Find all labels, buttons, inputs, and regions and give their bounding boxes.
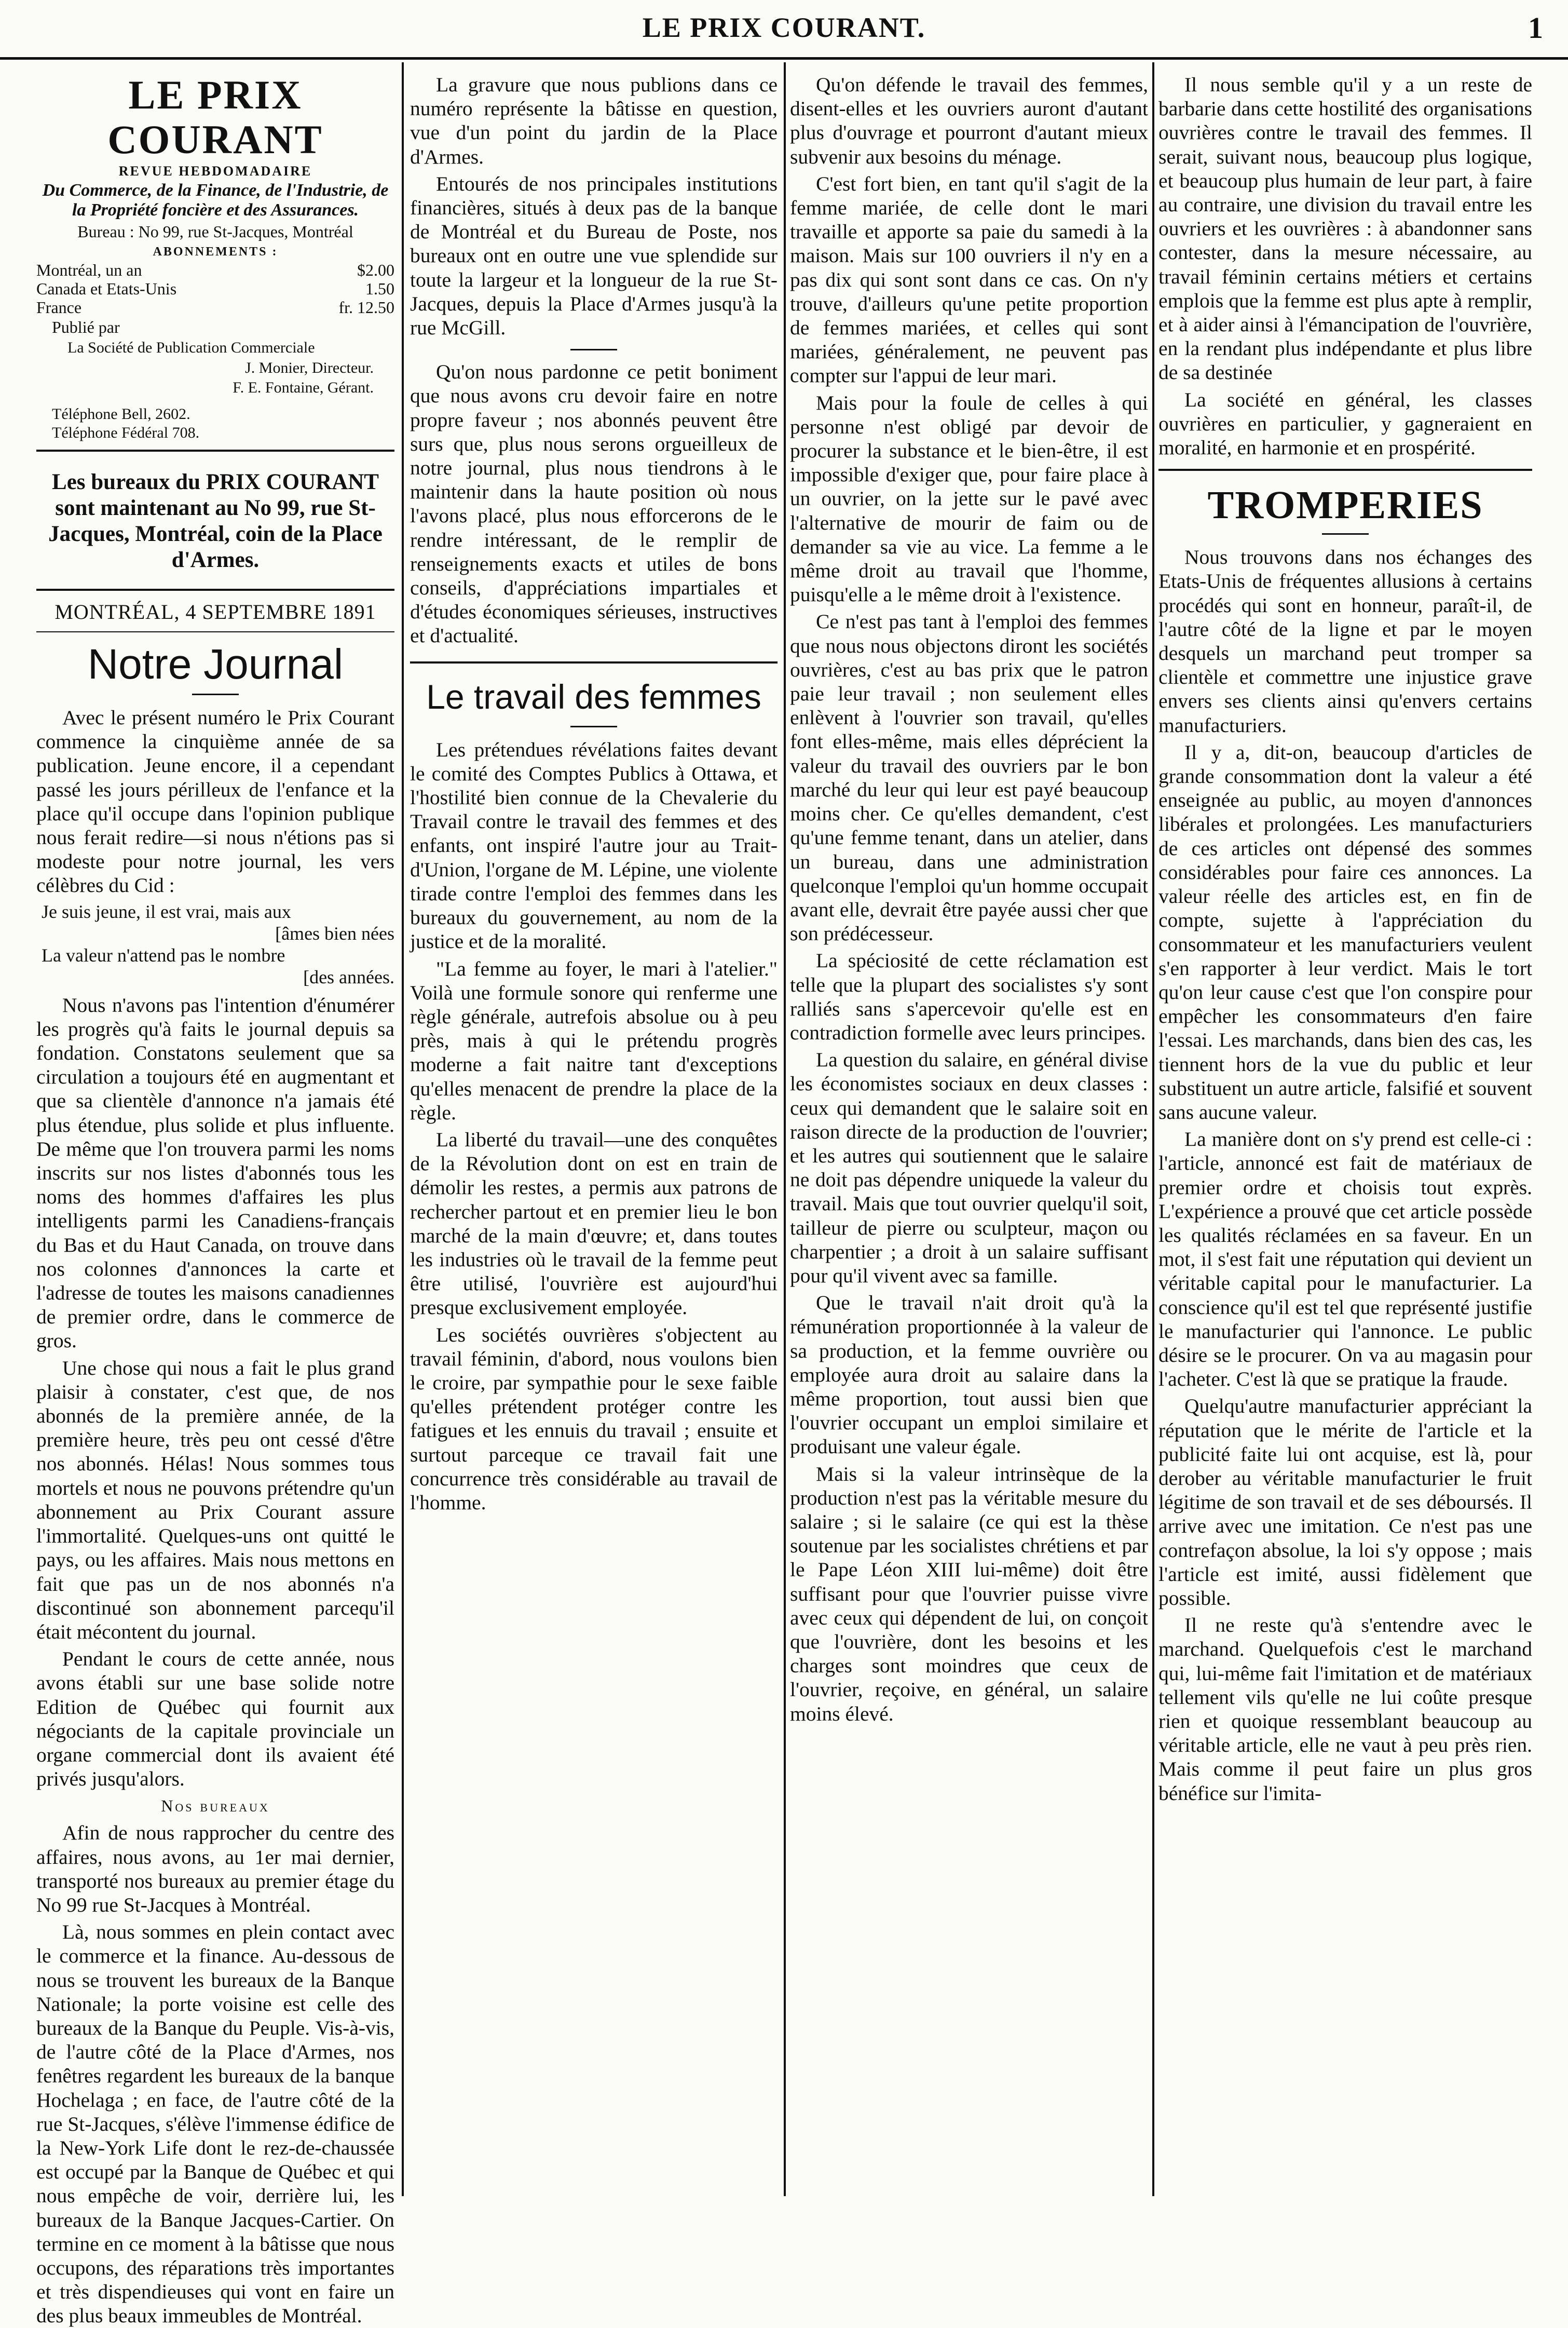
column-2 [410, 73, 778, 2196]
column-3 [790, 73, 1148, 2196]
paragraph: Il ne reste qu'à s'entendre avec le marchand. Quelquefois c'est le marchand qui, lui-même fait l'imitation et de matériaux tellement vils qu'elle ne lui coûte presque rien et quoique ressemblant beaucoup au véritable article, elle ne vaut à peu près rien. Mais comme il peut faire un plus gros bénéfice sur l'imita- [1158, 1614, 1532, 1805]
article-title: TROMPERIES [1207, 483, 1483, 527]
verse [42, 901, 394, 988]
paragraph: Qu'on défende le travail des femmes, disent-elles et les ouvriers auront d'autant plus d'ouvrage et pourront d'autant mieux subvenir aux besoins du ménage. [790, 73, 1148, 168]
masthead-title: LE PRIX COURANT [107, 72, 323, 162]
price-row [36, 298, 394, 317]
masthead-address: Bureau : No 99, rue St-Jacques, Montréal [77, 222, 353, 241]
price-place: France [36, 298, 82, 317]
column-rule [402, 62, 404, 2196]
paragraph: La gravure que nous publions dans ce numéro représente la bâtisse en question, vue d'un point du jardin de la Place d'Armes. [410, 73, 778, 168]
publisher-society: La Société de Publication Commerciale [67, 339, 315, 356]
page-number: 1 [1528, 11, 1543, 45]
paragraph: Afin de nous rapprocher du centre des affaires, nous avons, au 1er mai dernier, transporté nos bureaux au premier étage du No 99 rue St-Jacques à Montréal. [36, 1821, 394, 1916]
price-place: Montréal, un an [36, 261, 142, 279]
article-title: Notre Journal [87, 641, 344, 688]
price-row [36, 279, 394, 298]
price-value: fr. 12.50 [338, 298, 394, 317]
paragraph: Qu'on nous pardonne ce petit boniment que nous avons cru devoir faire en notre propre faveur ; nos abonnés peuvent être surs que, plus nous serons orgueilleux de notre journal, plus nous tiendrons à le maintenir dans la haute position où nous l'avons placé, plus nous efforcerons de le rendre intéressant, de le remplir de renseignements exacts et utiles de bons conseils, d'appréciations impartiales et d'études économiques sérieuses, instructives et d'actualité. [410, 360, 778, 647]
ornament-divider [570, 726, 617, 727]
divider [36, 589, 394, 591]
paragraph: La question du salaire, en général divise les économistes sociaux en deux classes : ceux qui demandent que le salaire soit en raison directe de la production de l'ouvrier; et les autres qui soutiennent que le salaire ne doit pas dépendre uniquede la valeur du travail. Mais que tout ouvrier quelqu'il soit, tailleur de pierre ou sculpteur, maçon ou charpentier ; a droit à un salaire suffisant pour qu'il vivent avec sa famille. [790, 1048, 1148, 1287]
dateline: MONTRÉAL, 4 SEPTEMBRE 1891 [54, 600, 376, 624]
phone-bell: Téléphone Bell, 2602. [52, 405, 190, 423]
running-title: LE PRIX COURANT. [642, 12, 926, 43]
divider [410, 661, 778, 664]
masthead-subtitle: REVUE HEBDOMADAIRE [118, 164, 312, 179]
price-row [36, 261, 394, 279]
paragraph: Nous trouvons dans nos échanges des Etats-Unis de fréquentes allusions à certains procédés qui sont en honneur, paraît-il, de l'autre côté de la ligne et par le moyen desquels un marchand peut tromper sa clientèle et commettre une injustice grave envers ses clients ainsi qu'envers certains manufacturiers. [1158, 546, 1532, 737]
article-title: Le travail des femmes [426, 677, 761, 716]
paragraph: Les sociétés ouvrières s'objectent au travail féminin, d'abord, nous voulons bien le croire, par sympathie pour le sexe faible qu'elles prétendent protéger contre les fatigues et les ennuis du travail ; ensuite et surtout parceque ce travail fait une concurrence très considérable au travail de l'homme. [410, 1323, 778, 1514]
ornament-divider [570, 349, 617, 350]
paragraph: Entourés de nos principales institutions financières, situés à deux pas de la banque de Montréal et du Bureau de Poste, nos bureaux ont en outre une vue splendide sur toute la largeur et la longueur de la rue St-Jacques, depuis la Place d'Armes jusqu'à la rue McGill. [410, 172, 778, 340]
price-value: 1.50 [365, 279, 394, 298]
paragraph: Là, nous sommes en plein contact avec le commerce et la finance. Au-dessous de nous se trouvent les bureaux de la Banque Nationale; la porte voisine est celle des bureaux de la Banque du Peuple. Vis-à-vis, de l'autre côté de la Place d'Armes, nos fenêtres regardent les bureaux de la banque Hochelaga ; en face, de l'autre côté de la rue St-Jacques, s'élève l'immense édifice de la New-York Life dont le rez-de-chaussée est occupé par la Banque de Québec et qui nous empêche de voir, derrière lui, les bureaux de la Banque Jacques-Cartier. On termine en ce moment à la bâtisse que nous occupons, des réparations très importantes et très dispendieuses qui vont en faire un des plus beaux immeubles de Montréal. [36, 1920, 394, 2327]
paragraph: Ce n'est pas tant à l'emploi des femmes que nous nous objectons diront les sociétés ouvrières, c'est au bas prix que le patron paie leur travail ; non seulement elles enlèvent à l'ouvrier son travail, qu'elles font elles-même, mais elles déprécient la valeur du travail des ouvriers par le bon marché du leur qui leur est payé beaucoup moins cher. Ce qu'elles demandent, c'est qu'une femme tenant, dans un atelier, dans un bureau, dans une administration quelconque l'emploi qu'un homme occupait avant elle, devrait être payée aussi cher que son prédécesseur. [790, 610, 1148, 945]
paragraph: Mais pour la foule de celles à qui personne n'est obligé par devoir de procurer la substance et le bien-être, il est impossible d'exiger que, pour faire place à un ouvrier, on la jette sur le pavé avec l'alternative de mourir de faim ou de demander sa vie au vice. La femme a le même droit au travail que l'homme, puisqu'elle a le même droit à l'existence. [790, 391, 1148, 606]
masthead-description: Du Commerce, de la Finance, de l'Industrie, de la Propriété foncière et des Assurances. [42, 181, 389, 220]
verse-line: [âmes bien nées [275, 923, 394, 944]
ornament-divider [192, 694, 239, 695]
verse-line: Je suis jeune, il est vrai, mais aux [42, 901, 291, 922]
column-rule [784, 62, 786, 2196]
divider [36, 450, 394, 452]
price-place: Canada et Etats-Unis [36, 279, 177, 298]
paragraph: Mais si la valeur intrinsèque de la production n'est pas la véritable mesure du salaire ; si le salaire (ce qui est la thèse soutenue par les socialistes chrétiens et par le Pape Léon XIII lui-même) doit être suffisant pour que l'ouvrier puisse vivre avec ceux qui dépendent de lui, on conçoit que l'ouvrière, dont les besoins et les charges sont moindres que ceux de l'ouvrier, reçoive, en général, un salaire moins élevé. [790, 1462, 1148, 1725]
running-head [0, 0, 1568, 60]
paragraph: Une chose qui nous a fait le plus grand plaisir à constater, c'est que, de nos abonnés de la première année, de la première heure, très peu ont cessé d'être nos abonnés. Hélas! Nous sommes tous mortels et nous ne pouvons prétendre qu'un abonnement au Prix Courant assure l'immortalité. Quelques-uns ont quitté le pays, ou les affaires. Mais nous mettons en fait que pas un de nos abonnés n'a discontinué son abonnement parcequ'il était mécontent du journal. [36, 1356, 394, 1643]
paragraph: Les prétendues révélations faites devant le comité des Comptes Publics à Ottawa, et l'hostilité bien connue de la Chevalerie du Travail contre le travail des femmes et des enfants, ont inspiré l'autre jour au Trait-d'Union, l'organe de M. Lépine, une violente tirade contre l'emploi des femmes dans les bureaux du gouvernement, au nom de la justice et de la moralité. [410, 738, 778, 953]
column-4 [1158, 73, 1532, 2196]
paragraph: "La femme au foyer, le mari à l'atelier." Voilà une formule sonore qui renferme une règle générale, autrefois absolue ou à peu près, mais à qui le prétendu progrès moderne a fait naitre tant d'exceptions qu'elles menacent de prendre la place de la règle. [410, 957, 778, 1124]
price-value: $2.00 [357, 261, 394, 279]
paragraph: Il nous semble qu'il y a un reste de barbarie dans cette hostilité des organisations ouvrières contre le travail des femmes. Il serait, suivant nous, beaucoup plus logique, et beaucoup plus humain de leur part, à faire au contraire, une division du travail entre les ouvriers et les ouvrières : à abandonner sans contester, dans la mesure nécessaire, au travail féminin certains métiers et certains emplois que la femme est plus apte à remplir, et à aider ainsi à l'émancipation de l'ouvrière, en la rendant plus indépendante et plus libre de sa destinée [1158, 73, 1532, 384]
column-1 [36, 72, 394, 2327]
ornament-divider [1322, 533, 1369, 535]
verse-line: La valeur n'attend pas le nombre [42, 944, 285, 966]
paragraph: Il y a, dit-on, beaucoup d'articles de grande consommation dont la valeur a été enseignée au public, au moyen d'annonces libérales et prolongées. Les manufacturiers de ces articles ont dépensé des sommes considérables pour faire ces annonces. La valeur réelle des articles est, en fin de compte, sujette à l'appréciation du consommateur et les manufacturiers veulent s'en rapporter à leur verdict. Mais le tort qu'on leur cause c'est que l'on conspire pour empêcher les consommateurs d'en faire l'essai. Les marchands, dans bien des cas, les tiennent hors de la vue du public et leur substituent un autre article, falsifié et souvent sans aucune valeur. [1158, 740, 1532, 1124]
paragraph: La société en général, les classes ouvrières en particulier, y gagneraient en moralité, en harmonie et en prospérité. [1158, 388, 1532, 459]
column-rule [1152, 62, 1154, 2196]
paragraph: Quelqu'autre manufacturier appréciant la réputation que le mérite de l'article et la publicité faite lui ont acquise, est là, pour derober au véritable manufacturier le fruit légitime de son travail et de ses déboursés. Il arrive avec une imitation. Ce n'est pas une contrefaçon absolue, la loi s'y oppose ; mais l'article est imité, aussi fidèlement que possible. [1158, 1395, 1532, 1609]
section-subhead: Nos bureaux [161, 1796, 270, 1816]
paragraph: Avec le présent numéro le Prix Courant commence la cinquième année de sa publication. Jeune encore, il a cependant passé les jours périlleux de l'enfance et la place qu'il occupe dans l'opinion publique nous ferait redire—si nous n'étions pas si modeste pour notre journal, les vers célèbres du Cid : [36, 706, 394, 897]
phone-federal: Téléphone Fédéral 708. [52, 424, 200, 441]
paragraph: La liberté du travail—une des conquêtes de la Révolution dont on est en train de démolir les restes, a permis aux patrons de rechercher partout et en premier lieu le bon marché de la main d'œuvre; et, dans toutes les industries où le travail de la femme peut être utilisé, l'ouvrière est aujourd'hui presque exclusivement employée. [410, 1128, 778, 1319]
paragraph: La spéciosité de cette réclamation est telle que la plupart des socialistes s'y sont ralliés sans s'apercevoir qu'elle est en contradiction formelle avec leurs principes. [790, 949, 1148, 1044]
published-by: Publié par [52, 318, 120, 336]
verse-line: [des années. [303, 966, 394, 987]
paragraph: La manière dont on s'y prend est celle-ci : l'article, annoncé est fait de matériaux de premier ordre et choisis tout exprès. L'expérience a prouvé que cet article possède les qualités réclamées en sa faveur. En un mot, il s'est fait une réputation qui devient un véritable capital pour le manufacturier. La conscience qu'il est tel que représenté justifie le manufacturier qui l'annonce. Le public désire se le procurer. On va au magasin pour l'acheter. C'est là que se pratique la fraude. [1158, 1128, 1532, 1391]
paragraph: Pendant le cours de cette année, nous avons établi sur une base solide notre Edition de Québec qui fournit aux négociants de la capitale provinciale un organe commercial dont ils avaient été privés jusqu'alors. [36, 1647, 394, 1791]
staff-director: J. Monier, Directeur. [245, 359, 374, 376]
paragraph: Nous n'avons pas l'intention d'énumérer les progrès qu'à faits le journal depuis sa fondation. Constatons seulement que sa circulation a toujours été en augmentant et que sa clientèle d'annonce n'a jamais été plus étendue, plus solide et plus influente. De même que l'on trouvera parmi les noms inscrits sur nos listes d'abonnés tous les noms des hommes d'affaires les plus intelligents parmi les Canadiens-français du Bas et du Haut Canada, on trouve dans nos colonnes d'annonces la carte et l'adresse de toutes les maisons canadiennes de premier ordre, dans le commerce de gros. [36, 993, 394, 1352]
paragraph: C'est fort bien, en tant qu'il s'agit de la femme mariée, de celle dont le mari travaille et apporte sa paie du samedi à la maison. Mais sur 100 ouvriers il n'y en a pas dix qui sont sont dans ce cas. On n'y trouve, d'ailleurs qu'une petite proportion de femmes mariées, et celles qui sont mariées, généralement, ne peuvent pas compter sur l'appui de leur mari. [790, 172, 1148, 387]
subscriptions-label: ABONNEMENTS : [153, 245, 278, 259]
staff-manager: F. E. Fontaine, Gérant. [233, 379, 374, 396]
office-notice: Les bureaux du PRIX COURANT sont maintenant au No 99, rue St-Jacques, Montréal, coin de la Place d'Armes. [48, 470, 383, 572]
paragraph: Que le travail n'ait droit qu'à la rémunération proportionnée à la valeur de sa production, et la femme ouvrière ou employée aura droit au salaire dans la même proportion, tout aussi bien que l'ouvrier occupant un emploi similaire et produisant une valeur égale. [790, 1291, 1148, 1458]
divider [1158, 469, 1532, 471]
divider [36, 631, 394, 632]
